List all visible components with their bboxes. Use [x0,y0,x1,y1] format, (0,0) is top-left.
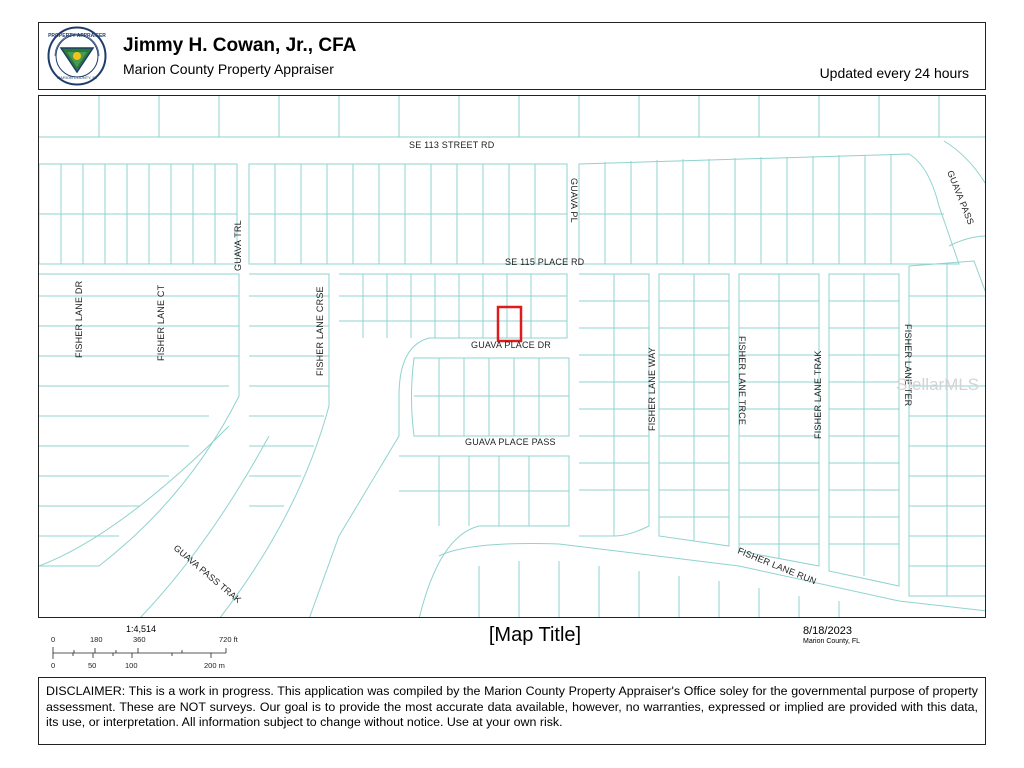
scale-ft-tick-2: 360 [133,635,146,644]
street-label-guava-trl: GUAVA TRL [233,220,243,271]
street-label-guava-place-dr: GUAVA PLACE DR [471,340,551,350]
property-appraiser-seal-logo [47,26,107,86]
appraiser-name: Jimmy H. Cowan, Jr., CFA [123,35,357,56]
street-label-fisher-lane-way: FISHER LANE WAY [647,346,657,431]
svg-text:PROPERTY APPRAISER: PROPERTY APPRAISER [48,33,106,39]
header-panel [38,22,986,90]
street-label-fisher-lane-run: FISHER LANE RUN [736,545,818,587]
stellarmls-watermark: StellarMLS [896,375,980,394]
street-label-fisher-lane-ct: FISHER LANE CT [156,284,166,361]
street-label-fisher-lane-trak: FISHER LANE TRAK [813,350,823,439]
street-label-guava-pass-trak: GUAVA PASS TRAK [171,542,244,606]
print-date: 8/18/2023 [803,625,852,637]
disclaimer-text: DISCLAIMER: This is a work in progress. This application was compiled by the Marion County Property Appraiser's Office soley for the governmental purpose of property assessment. These are NOT surveys. Our goal is to provide the most accurate data available, however, no warranties, expressed or implied are provided with this data, its use, or interpretation. All information subject to change without notice. Use at your own risk. [38,677,986,745]
street-label-fisher-lane-dr: FISHER LANE DR [74,280,84,358]
appraiser-office: Marion County Property Appraiser [123,61,334,77]
county-caption: Marion County, FL [803,638,861,645]
map-title: [Map Title] [488,624,582,646]
scale-m-tick-3: 200 m [204,661,225,670]
street-label-fisher-lane-crse: FISHER LANE CRSE [315,286,325,376]
scale-ft-tick-3: 720 ft [219,635,238,644]
scale-bar [48,622,268,672]
street-label-se-113-street-rd: SE 113 STREET RD [409,140,495,150]
parcel-map-svg [39,96,986,618]
parcel-map[interactable] [38,95,986,618]
scale-ft-tick-0: 0 [51,635,56,644]
street-label-guava-place-pass: GUAVA PLACE PASS [465,437,556,447]
street-label-fisher-lane-ter: FISHER LANE TER [903,324,913,407]
scale-m-tick-2: 100 [125,661,138,670]
selected-parcel-highlight[interactable] [498,307,521,341]
street-label-fisher-lane-trce: FISHER LANE TRCE [737,336,747,426]
street-label-guava-pass: GUAVA PASS [945,169,976,227]
update-frequency: Updated every 24 hours [819,65,969,81]
parcel-lines [39,96,986,618]
scale-m-tick-1: 50 [88,661,97,670]
street-label-guava-pl: GUAVA PL [569,178,579,223]
svg-text:MARION COUNTY, FL: MARION COUNTY, FL [56,75,98,80]
street-label-se-115-place-rd: SE 115 PLACE RD [505,257,585,267]
scale-ft-tick-1: 180 [90,635,103,644]
scale-m-tick-0: 0 [51,661,56,670]
scale-ratio: 1:4,514 [126,624,157,634]
